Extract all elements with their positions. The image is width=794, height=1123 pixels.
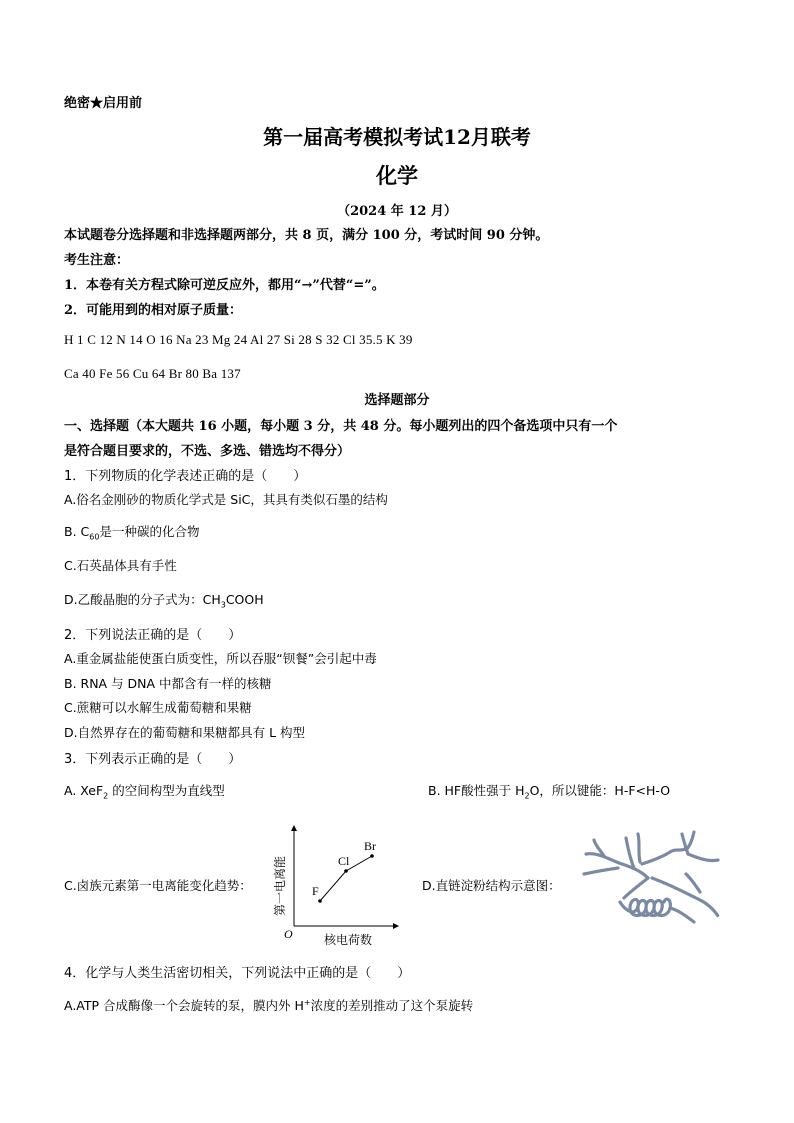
subject-title: 化学 <box>376 163 418 188</box>
exam-title: 第一届高考模拟考试12月联考 <box>263 125 531 149</box>
q2-option-c: C.蔗糖可以水解生成葡萄糖和果糖 <box>64 700 252 715</box>
q3-option-d: D.直链淀粉结构示意图： <box>422 878 561 893</box>
chart-x-label: 核电荷数 <box>324 933 373 947</box>
notice-title: 考生注意： <box>64 253 130 268</box>
chart-point-cl <box>344 869 348 873</box>
section-desc-2: 是符合题目要求的，不选、多选、错选均不得分） <box>64 444 351 459</box>
q3-option-c: C.卤族元素第一电离能变化趋势： <box>64 878 252 893</box>
chart-point-label-cl: Cl <box>338 854 350 868</box>
section-title: 选择题部分 <box>364 393 430 408</box>
confidential-label: 绝密★启用前 <box>64 96 143 111</box>
q3-option-b: B. HF酸性强于 $H_2O$，所以键能：H-F<H-O <box>428 783 671 801</box>
q2-stem: 2．下列说法正确的是（ ） <box>64 628 242 643</box>
chart-point-label-br: Br <box>364 839 376 853</box>
chart-point-label-f: F <box>312 884 319 898</box>
q1-stem: 1．下列物质的化学表述正确的是（ ） <box>64 469 307 484</box>
amylose-structure-illustration <box>582 830 722 930</box>
q1-option-c: C.石英晶体具有手性 <box>64 558 177 573</box>
q2-option-b: B. RNA 与 DNA 中都含有一样的核糖 <box>64 676 272 691</box>
q2-option-a: A.重金属盐能使蛋白质变性，所以吞服“钡餐”会引起中毒 <box>64 651 377 666</box>
chart-y-label: 第一电离能 <box>273 855 287 916</box>
atomic-masses-line1: H 1 C 12 N 14 O 16 Na 23 Mg 24 Al 27 Si 28 S 32 Cl 35.5 K 39 <box>64 332 413 347</box>
section-desc-1: 一、选择题（本大题共 16 小题，每小题 3 分，共 48 分。每小题列出的四个备选项中只有一个 <box>64 419 618 434</box>
chart-point-br <box>370 854 374 858</box>
q1-option-b: B. $C_{60}$是一种碳的化合物 <box>64 524 200 542</box>
q1-option-a: A.俗名金刚砂的物质化学式是 SiC，其具有类似石墨的结构 <box>64 492 388 507</box>
chart-origin-label: O <box>284 927 293 941</box>
q4-stem: 4．化学与人类生活密切相关，下列说法中正确的是（ ） <box>64 966 411 981</box>
q2-option-d: D.自然界存在的葡萄糖和果糖都具有 L 构型 <box>64 725 306 740</box>
chart-point-f <box>318 899 322 903</box>
atomic-masses-line2: Ca 40 Fe 56 Cu 64 Br 80 Ba 137 <box>64 366 241 381</box>
q3-stem: 3．下列表示正确的是（ ） <box>64 752 242 767</box>
notice-2: 2．可能用到的相对原子质量： <box>64 303 243 318</box>
q1-option-d: D.乙酸晶胞的分子式为：$CH_3COOH$ <box>64 592 264 610</box>
exam-date: （2024 年 12 月） <box>337 204 457 219</box>
notice-1: 1．本卷有关方程式除可逆反应外，都用“→”代替“=”。 <box>64 278 385 293</box>
exam-intro: 本试题卷分选择题和非选择题两部分，共 8 页，满分 100 分，考试时间 90 分钟。 <box>64 228 549 243</box>
q4-option-a: A.ATP 合成酶像一个会旋转的泵，膜内外 H+浓度的差别推动了这个泵旋转 <box>64 997 474 1013</box>
q3-option-a: A. XeF$_2$ 的空间构型为直线型 <box>64 783 225 801</box>
ionization-energy-chart <box>262 820 402 948</box>
